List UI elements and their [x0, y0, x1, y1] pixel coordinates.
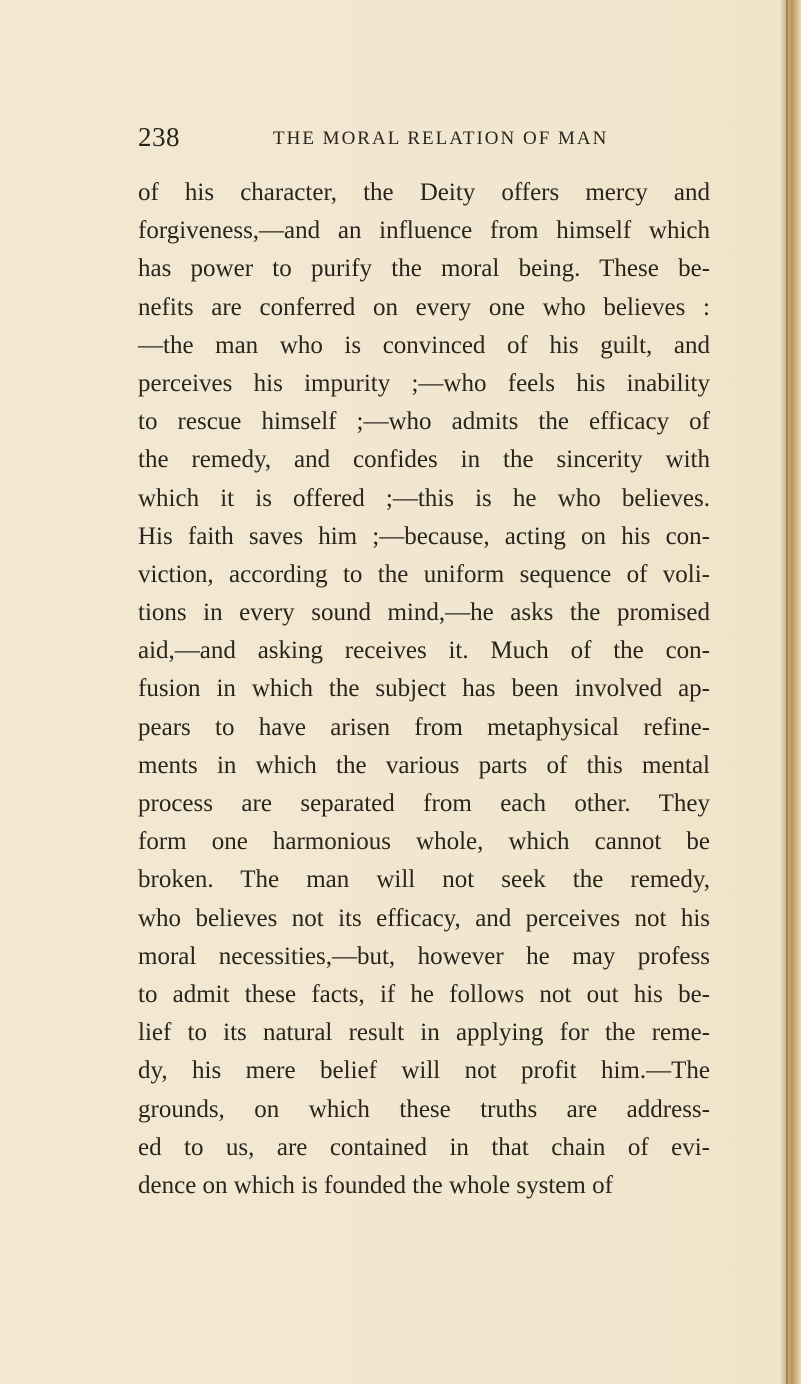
text-line: ed to us, are contained in that chain of evi- [138, 1133, 710, 1161]
text-line: of his character, the Deity offers mercy and [138, 179, 710, 206]
text-line: dy, his mere belief will not profit him.—The [138, 1057, 710, 1085]
text-line: tions in every sound mind,—he asks the promised [138, 599, 710, 627]
page-edge [781, 0, 801, 1384]
text-line: dence on which is founded the whole system of [138, 1171, 613, 1199]
text-line: fusion in which the subject has been involved ap- [138, 675, 710, 703]
text-line: broken. The man will not seek the remedy, [138, 866, 710, 894]
text-line: grounds, on which these truths are address- [138, 1095, 710, 1123]
text-line: who believes not its efficacy, and perceives not his [138, 904, 710, 932]
text-line: to rescue himself ;—who admits the efficacy of [138, 408, 710, 436]
text-line: nefits are conferred on every one who believes : [138, 293, 710, 321]
page-edge-line [786, 0, 788, 1384]
text-line: perceives his impurity ;—who feels his inability [138, 369, 710, 397]
text-line: lief to its natural result in applying for the reme- [138, 1019, 710, 1047]
text-line: moral necessities,—but, however he may profess [138, 942, 710, 970]
text-line: viction, according to the uniform sequence of voli- [138, 560, 710, 588]
text-line: —the man who is convinced of his guilt, and [138, 331, 710, 359]
text-line: aid,—and asking receives it. Much of the con- [138, 637, 710, 665]
text-line: to admit these facts, if he follows not out his be- [138, 980, 710, 1008]
text-line: pears to have arisen from metaphysical refine- [138, 713, 710, 741]
text-line: His faith saves him ;—because, acting on his con- [138, 522, 710, 550]
running-title: THE MORAL RELATION OF MAN [273, 128, 609, 149]
text-line: process are separated from each other. They [138, 790, 710, 817]
text-line: form one harmonious whole, which cannot be [138, 828, 710, 856]
page-header [138, 122, 658, 162]
text-line: has power to purify the moral being. These be- [138, 255, 710, 283]
text-line: ments in which the various parts of this mental [138, 751, 710, 779]
text-line: which it is offered ;—this is he who believes. [138, 484, 710, 512]
text-line: forgiveness,—and an influence from himself which [138, 217, 710, 245]
page-number: 238 [138, 122, 180, 152]
text-line: the remedy, and confides in the sincerity with [138, 446, 710, 474]
body-text [138, 174, 710, 1205]
